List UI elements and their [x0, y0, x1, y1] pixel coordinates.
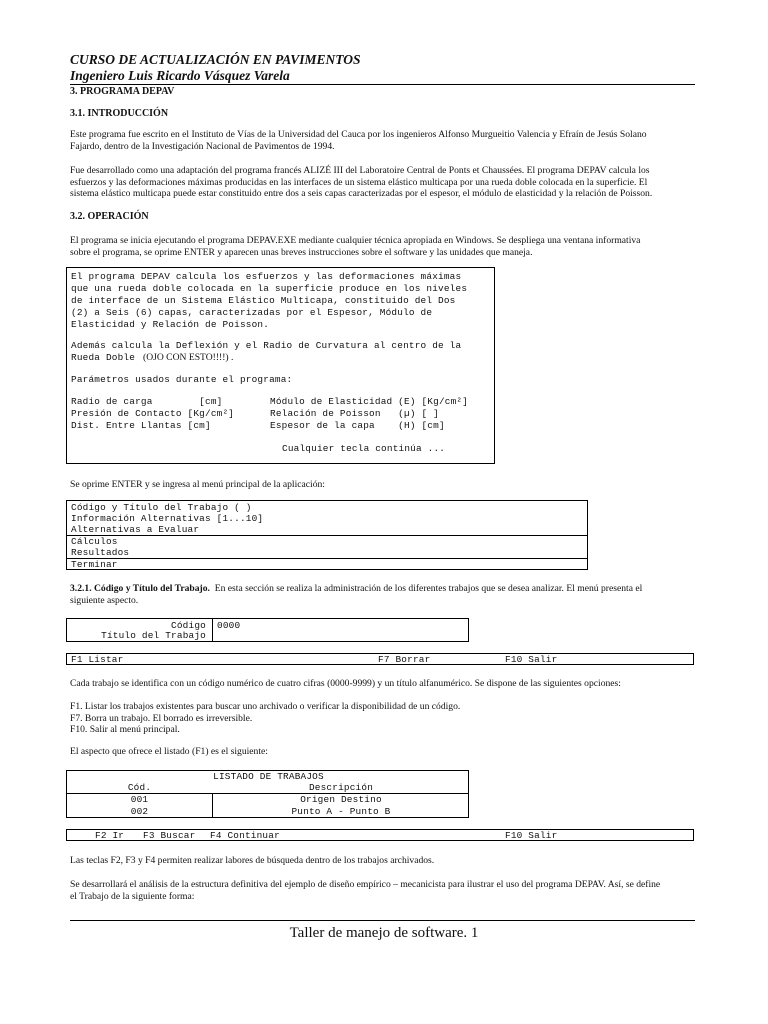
course-title: CURSO DE ACTUALIZACIÓN EN PAVIMENTOS	[70, 52, 361, 67]
info-line: Parámetros usados durante el programa:	[71, 374, 293, 385]
intro-heading: 3.1. INTRODUCCIÓN	[70, 108, 169, 119]
menu-divider	[67, 535, 587, 536]
param-layer-thickness: Espesor de la capa (H) [cm]	[270, 420, 445, 431]
text-line: Fajardo, dentro de la Investigación Nacional de Pavimentos de 1994.	[70, 140, 335, 152]
function-keys-bar	[66, 653, 694, 665]
param-elastic-modulus: Módulo de Elasticidad (E) [Kg/cm²]	[270, 396, 469, 407]
table-row-code[interactable]: 002	[130, 806, 149, 817]
info-line: que una rueda doble colocada en la superficie produce en los niveles	[71, 283, 468, 294]
text-line: Se desarrollará el análisis de la estructura definitiva del ejemplo de diseño empírico – mecanicista para ilustrar el uso del programa DEPAV. Así, se define	[70, 879, 661, 890]
search-keys-paragraph: Las teclas F2, F3 y F4 permiten realizar labores de búsqueda dentro de los trabajos archivados.	[70, 855, 435, 866]
info-line: El programa DEPAV calcula los esfuerzos y las deformaciones máximas	[71, 271, 462, 282]
info-line: (2) a Seis (6) capas, caracterizadas por el Espesor, Módulo de	[71, 307, 433, 318]
param-tire-distance: Dist. Entre Llantas [cm]	[71, 420, 211, 431]
option-f10: F10. Salir al menú principal.	[70, 724, 180, 735]
main-menu	[66, 500, 588, 570]
info-line: Elasticidad y Relación de Poisson.	[71, 319, 270, 330]
option-f1: F1. Listar los trabajos existentes para buscar uno archivado o verificar la disponibilidad de un código.	[70, 701, 461, 712]
table-row-code[interactable]: 001	[130, 794, 149, 805]
section-title: 3. PROGRAMA DEPAV	[70, 86, 175, 97]
text-line	[70, 583, 698, 595]
param-contact-pressure: Presión de Contacto [Kg/cm²]	[71, 408, 235, 419]
code-title-form	[66, 618, 469, 642]
listing-title: LISTADO DE TRABAJOS	[213, 771, 324, 782]
code-input[interactable]: 0000	[217, 620, 241, 631]
menu-item-evaluate[interactable]: Alternativas a Evaluar	[71, 524, 200, 535]
table-row-description[interactable]: Origen Destino	[300, 794, 382, 805]
table-row-description[interactable]: Punto A - Punto B	[291, 806, 391, 817]
f2-go-key[interactable]: F2 Ir	[95, 830, 125, 841]
author-name: Ingeniero Luis Ricardo Vásquez Varela	[70, 68, 290, 83]
footer-rule	[70, 920, 695, 921]
text-line: esfuerzos y las deformaciones máximas producidas en las interfaces de un sistema elástico multicapa por una rueda doble colocada en la superficie. El	[70, 176, 648, 188]
column-header-code: Cód.	[127, 782, 152, 793]
code-section-heading: 3.2.1. Código y Título del Trabajo.	[70, 583, 210, 594]
final-paragraph	[70, 879, 698, 902]
f4-continue-key[interactable]: F4 Continuar	[210, 830, 280, 841]
info-line: Rueda Doble	[71, 352, 136, 363]
form-divider	[212, 619, 213, 641]
text-line: El programa se inicia ejecutando el programa DEPAV.EXE mediante cualquier técnica apropiada en Windows. Se despliega una ventana informativa	[70, 235, 641, 246]
program-info-box	[66, 267, 495, 464]
header-rule	[70, 84, 695, 85]
info-line: Además calcula la Deflexión y el Radio de Curvatura al centro de la	[71, 340, 462, 351]
page-footer: Taller de manejo de software. 1	[289, 925, 479, 941]
f1-list-key[interactable]: F1 Listar	[71, 654, 124, 665]
text-span: En esta sección se realiza la administración de los diferentes trabajos que se desea analizar. El menú presenta el	[214, 583, 643, 594]
job-title-input[interactable]	[217, 630, 462, 641]
menu-divider	[67, 558, 587, 559]
option-f7: F7. Borra un trabajo. El borrado es irreversible.	[70, 712, 253, 724]
job-id-paragraph: Cada trabajo se identifica con un código numérico de cuatro cifras (0000-9999) y un título alfanumérico. Se dispone de las siguientes opciones:	[70, 678, 621, 689]
text-line: siguiente aspecto.	[70, 594, 139, 606]
intro-paragraph-1	[70, 129, 698, 152]
text-line: Este programa fue escrito en el Instituto de Vías de la Universidad del Cauca por los ingenieros Alfonso Murgueitio Valencia y Efraín de Jesús Solano	[70, 129, 647, 140]
job-listing-table	[66, 770, 469, 818]
enter-paragraph: Se oprime ENTER y se ingresa al menú principal de la aplicación:	[70, 479, 325, 490]
operation-paragraph	[70, 235, 698, 258]
f3-search-key[interactable]: F3 Buscar	[143, 830, 196, 841]
job-title-label: Título del Trabajo	[101, 630, 206, 641]
text-line: el Trabajo de la siguiente forma:	[70, 890, 195, 902]
listing-intro: El aspecto que ofrece el listado (F1) es el siguiente:	[70, 746, 268, 757]
operation-heading: 3.2. OPERACIÓN	[70, 211, 149, 222]
continue-prompt: Cualquier tecla continúa ...	[282, 443, 446, 454]
text-line: sistema elástico multicapa puede estar constituido entre dos a seis capas caracterizadas por el espesor, el módulo de elasticidad y la relación de Poisson.	[70, 188, 653, 199]
code-section-paragraph	[70, 583, 698, 606]
menu-item-alternatives-info[interactable]: Información Alternativas [1...10]	[71, 513, 264, 524]
code-label: Código	[171, 620, 206, 631]
menu-item-code-title[interactable]: Código y Título del Trabajo ( )	[71, 502, 252, 513]
intro-paragraph-2	[70, 165, 698, 200]
listing-function-keys-bar	[66, 829, 694, 841]
column-header-description: Descripción	[308, 782, 374, 793]
f10-exit-key[interactable]: F10 Salir	[505, 654, 558, 665]
menu-item-exit[interactable]: Terminar	[71, 559, 118, 570]
text-line: sobre el programa, se oprime ENTER y aparecen unas breves instrucciones sobre el software y las unidades que maneja.	[70, 246, 533, 258]
menu-item-calculations[interactable]: Cálculos	[71, 536, 118, 547]
f10-exit-key[interactable]: F10 Salir	[505, 830, 558, 841]
menu-item-results[interactable]: Resultados	[71, 547, 130, 558]
param-load-radius: Radio de carga [cm]	[71, 396, 223, 407]
attention-note: (OJO CON ESTO!!!!) .	[143, 352, 234, 363]
info-line: de interface de un Sistema Elástico Multicapa, constituido del Dos	[71, 295, 456, 306]
f7-delete-key[interactable]: F7 Borrar	[378, 654, 431, 665]
param-poisson-ratio: Relación de Poisson (µ) [ ]	[270, 408, 439, 419]
text-line: Fue desarrollado como una adaptación del programa francés ALIZÉ III del Laboratoire Central de Ponts et Chaussées. El programa DEPAV calcula los	[70, 165, 650, 176]
options-list	[70, 701, 698, 736]
